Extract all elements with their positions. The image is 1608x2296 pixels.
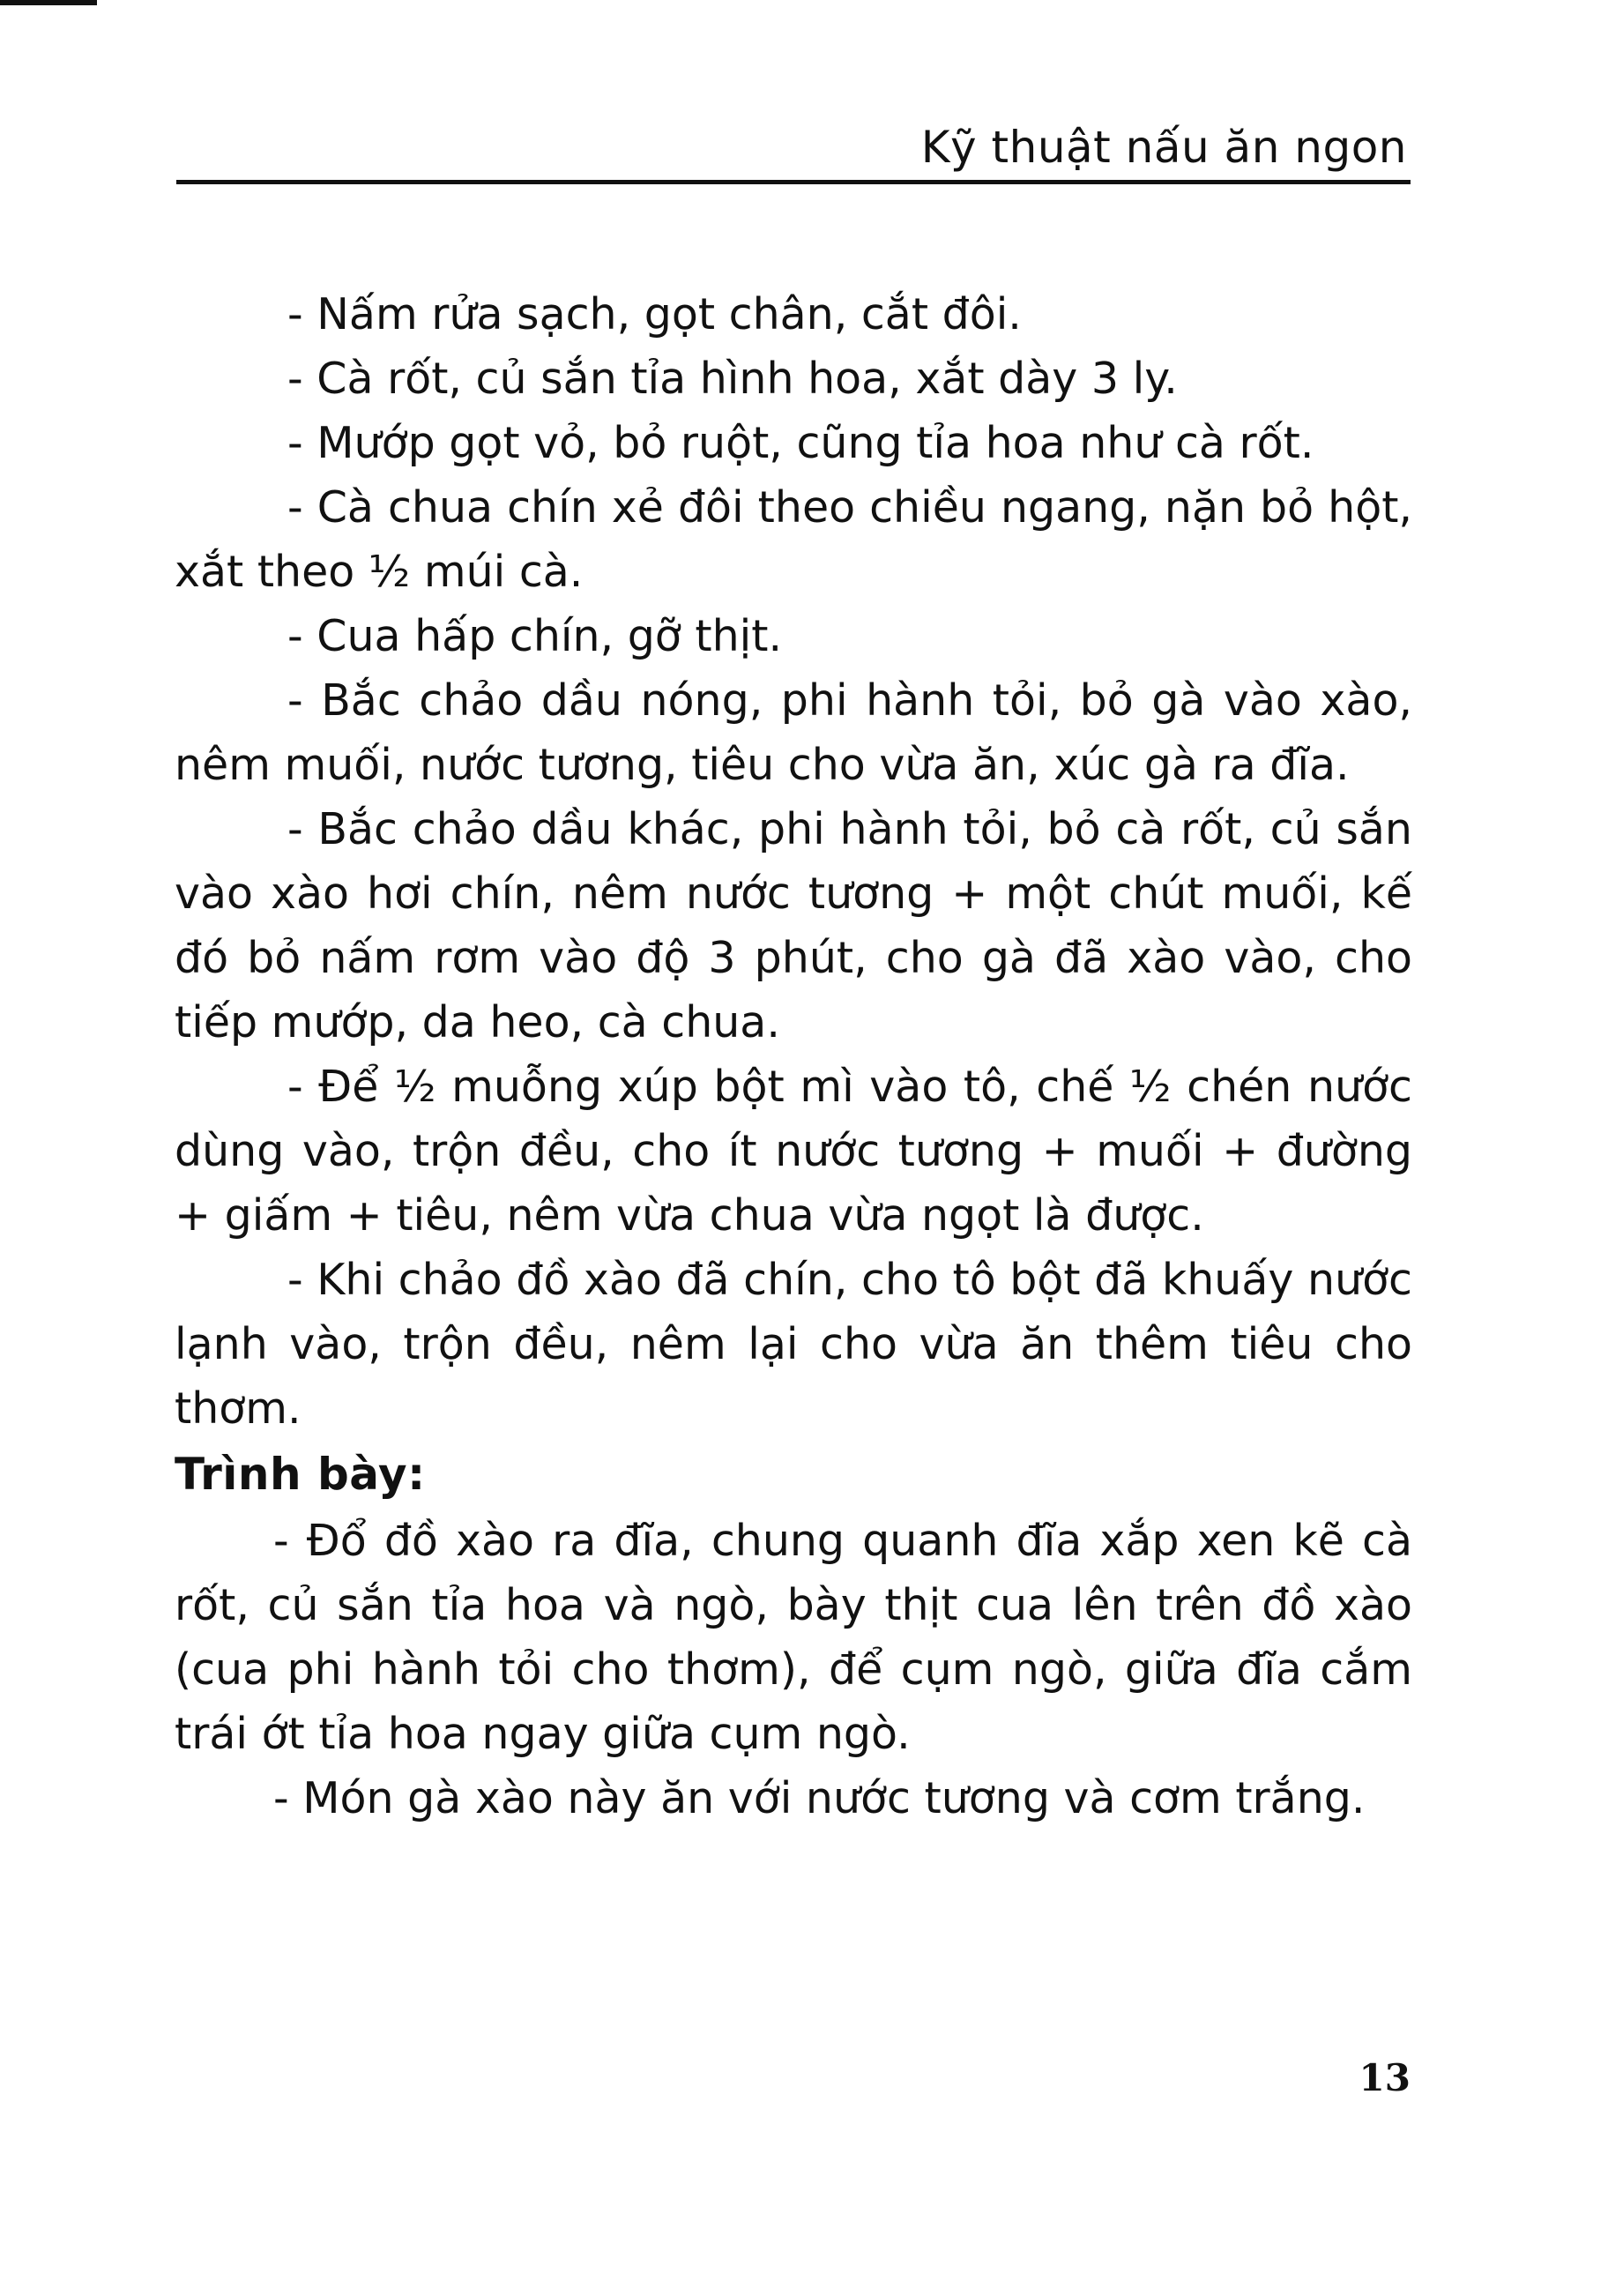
paragraph: - Món gà xào này ăn với nước tương và cơm trắng. <box>273 1773 1366 1823</box>
paragraph: - Khi chảo đồ xào đã chín, cho tô bột đã khuấy nước lạnh vào, trộn đều, nêm lại cho vừa ăn thêm tiêu cho thơm. <box>175 1255 1412 1434</box>
paragraph: - Cà rốt, củ sắn tỉa hình hoa, xắt dày 3 ly. <box>287 354 1178 404</box>
section-heading: Trình bày: <box>175 1449 426 1500</box>
paragraph: - Mướp gọt vỏ, bỏ ruột, cũng tỉa hoa như cà rốt. <box>287 418 1314 468</box>
page-number: 13 <box>1359 2056 1411 2099</box>
paragraph: - Bắc chảo dầu nóng, phi hành tỏi, bỏ gà vào xào, nêm muối, nước tương, tiêu cho vừa ăn, xúc gà ra đĩa. <box>175 675 1412 790</box>
header-rule <box>176 180 1411 184</box>
page-edge-mark <box>0 0 97 5</box>
paragraph: - Cua hấp chín, gỡ thịt. <box>287 611 783 661</box>
paragraph: - Nấm rửa sạch, gọt chân, cắt đôi. <box>287 289 1022 339</box>
body-text <box>175 282 1412 1830</box>
running-header: Kỹ thuật nấu ăn ngon <box>920 122 1407 173</box>
paragraph: - Đổ đồ xào ra đĩa, chung quanh đĩa xắp xen kẽ cà rốt, củ sắn tỉa hoa và ngò, bày thịt cua lên trên đồ xào (cua phi hành tỏi cho thơm), để cụm ngò, giữa đĩa cắm trái ớt tỉa hoa ngay giữa cụm ngò. <box>175 1516 1412 1759</box>
paragraph: - Để ½ muỗng xúp bột mì vào tô, chế ½ chén nước dùng vào, trộn đều, cho ít nước tương + muối + đường + giấm + tiêu, nêm vừa chua vừa ngọt là được. <box>175 1062 1412 1241</box>
paragraph: - Cà chua chín xẻ đôi theo chiều ngang, nặn bỏ hột, xắt theo ½ múi cà. <box>175 482 1412 597</box>
paragraph: - Bắc chảo dầu khác, phi hành tỏi, bỏ cà rốt, củ sắn vào xào hơi chín, nêm nước tương + một chút muối, kế đó bỏ nấm rơm vào độ 3 phút, cho gà đã xào vào, cho tiếp mướp, da heo, cà chua. <box>175 804 1412 1047</box>
